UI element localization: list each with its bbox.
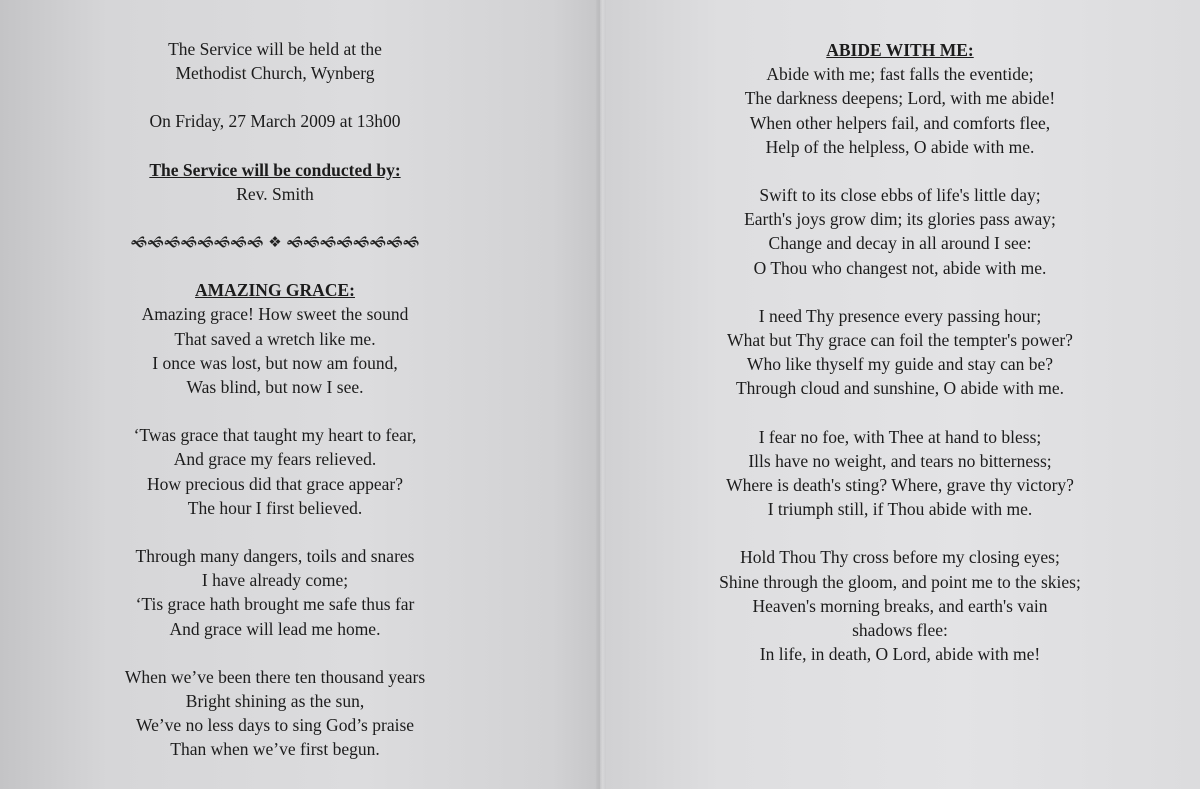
abide-with-me-stanza <box>665 183 1135 280</box>
amazing-grace-lyric-line: ‘Twas grace that taught my heart to fear, <box>133 425 417 446</box>
abide-with-me-stanzas <box>665 62 1135 666</box>
abide-with-me-stanza <box>665 545 1135 666</box>
ornament-divider: 🙜🙜🙜🙜🙜🙜🙜🙜 ❖ 🙜🙜🙜🙜🙜🙜🙜🙜 <box>130 233 420 252</box>
amazing-grace-lyric-line: And grace my fears relieved. <box>173 449 377 470</box>
service-location-line-1: The Service will be held at the <box>168 39 382 59</box>
service-date: On Friday, 27 March 2009 at 13h00 <box>149 111 401 132</box>
amazing-grace-stanza <box>80 544 470 641</box>
abide-with-me-lyric-line: Ills have no weight, and tears no bitterness; <box>748 450 1052 471</box>
amazing-grace-lyric-line: Than when we’ve first begun. <box>170 739 380 760</box>
abide-with-me-lyric-line: Shine through the gloom, and point me to the skies; <box>719 571 1081 592</box>
abide-with-me-lyric-line: What but Thy grace can foil the tempter's power? <box>727 330 1073 351</box>
amazing-grace-lyric-line: I have already come; <box>201 570 349 591</box>
amazing-grace-lyric-line: We’ve no less days to sing God’s praise <box>135 715 415 736</box>
service-location-line-2: Methodist Church, Wynberg <box>175 63 375 84</box>
abide-with-me-stanza <box>665 62 1135 159</box>
abide-with-me-lyric-line: Change and decay in all around I see: <box>768 233 1032 254</box>
amazing-grace-lyric-line: And grace will lead me home. <box>169 618 381 639</box>
amazing-grace-lyric-line: The hour I first believed. <box>187 497 363 518</box>
page-fold <box>596 0 606 789</box>
amazing-grace-lyric-line: How precious did that grace appear? <box>146 473 404 494</box>
abide-with-me-stanza <box>665 425 1135 522</box>
amazing-grace-stanza <box>80 302 470 399</box>
abide-with-me-lyric-line: Heaven's morning breaks, and earth's vain <box>752 595 1048 616</box>
amazing-grace-stanza <box>80 423 470 520</box>
conducted-by-heading: The Service will be conducted by: <box>149 159 401 180</box>
left-column <box>80 37 470 762</box>
abide-with-me-lyric-line: Who like thyself my guide and stay can be? <box>746 354 1054 375</box>
abide-with-me-lyric-line: The darkness deepens; Lord, with me abide! <box>744 88 1056 109</box>
abide-with-me-lyric-line: When other helpers fail, and comforts flee, <box>749 112 1051 133</box>
abide-with-me-lyric-line: Earth's joys grow dim; its glories pass away; <box>744 209 1056 230</box>
abide-with-me-lyric-line: I need Thy presence every passing hour; <box>758 305 1042 326</box>
amazing-grace-stanza <box>80 665 470 762</box>
amazing-grace-lyric-line: That saved a wretch like me. <box>174 328 376 349</box>
amazing-grace-lyric-line: I once was lost, but now am found, <box>152 352 398 373</box>
abide-with-me-title: ABIDE WITH ME: <box>826 40 974 60</box>
abide-with-me-lyric-line: Through cloud and sunshine, O abide with me. <box>735 378 1065 399</box>
amazing-grace-lyric-line: Amazing grace! How sweet the sound <box>141 304 409 325</box>
amazing-grace-lyric-line: ‘Tis grace hath brought me safe thus far <box>135 594 415 615</box>
abide-with-me-lyric-line: O Thou who changest not, abide with me. <box>753 257 1047 278</box>
abide-with-me-lyric-line: I fear no foe, with Thee at hand to bless; <box>758 426 1042 447</box>
amazing-grace-lyric-line: When we’ve been there ten thousand years <box>124 666 426 687</box>
conducted-by-name: Rev. Smith <box>236 183 314 204</box>
amazing-grace-lyric-line: Through many dangers, toils and snares <box>135 546 415 567</box>
abide-with-me-lyric-line: Swift to its close ebbs of life's little day; <box>759 185 1041 206</box>
abide-with-me-stanza <box>665 304 1135 401</box>
abide-with-me-lyric-line: I triumph still, if Thou abide with me. <box>767 499 1033 520</box>
abide-with-me-lyric-line: Where is death's sting? Where, grave thy victory? <box>726 475 1074 496</box>
abide-with-me-lyric-line: In life, in death, O Lord, abide with me! <box>759 644 1041 665</box>
right-column <box>665 38 1135 666</box>
abide-with-me-lyric-line: Abide with me; fast falls the eventide; <box>766 64 1034 85</box>
amazing-grace-lyric-line: Bright shining as the sun, <box>185 691 365 712</box>
amazing-grace-title: AMAZING GRACE: <box>195 280 355 301</box>
amazing-grace-stanzas <box>80 302 470 761</box>
abide-with-me-lyric-line: Hold Thou Thy cross before my closing eyes; <box>740 547 1060 568</box>
abide-with-me-lyric-line: shadows flee: <box>852 620 948 641</box>
amazing-grace-lyric-line: Was blind, but now I see. <box>186 377 364 398</box>
abide-with-me-lyric-line: Help of the helpless, O abide with me. <box>765 136 1035 157</box>
